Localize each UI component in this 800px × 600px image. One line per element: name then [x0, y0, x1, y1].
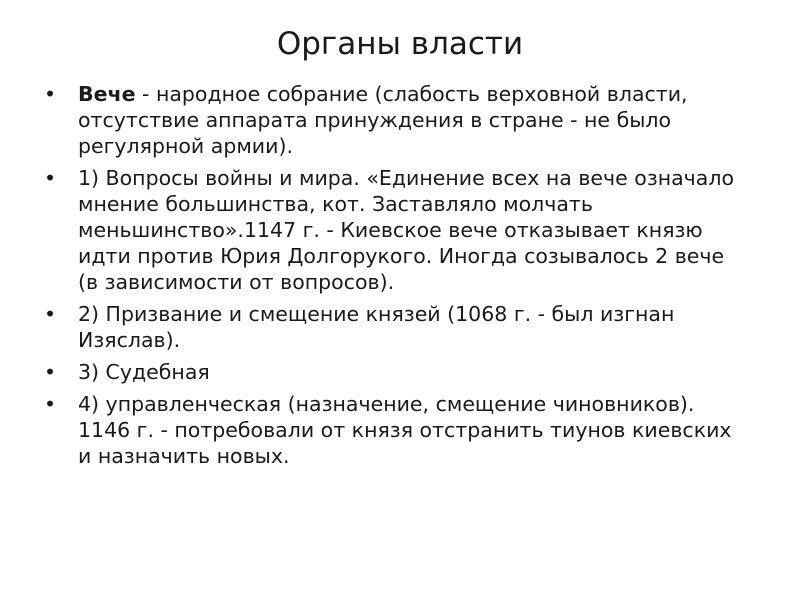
- bullet-icon: •: [44, 302, 57, 326]
- bullet-item-veche: [44, 81, 744, 159]
- bullet-icon: •: [44, 166, 57, 190]
- bullet-list: [44, 81, 744, 475]
- bullet-text: - народное собрание (слабость верховной власти, отсутствие аппарата принуждения в стране - не было регулярной армии).: [78, 82, 688, 158]
- bullet-item-war-and-peace: [44, 165, 744, 295]
- slide-title: Органы власти: [276, 26, 524, 62]
- bullet-lead-term: Вече: [78, 82, 136, 106]
- bullet-icon: •: [44, 82, 57, 106]
- bullet-item-administrative: [44, 391, 744, 469]
- bullet-text: 1) Вопросы войны и мира. «Единение всех на вече означало мнение большинства, кот. Заставляло молчать меньшинство».1147 г. - Киевское вече отказывает князю идти против Юрия Долгорукого. Иногда созывалось 2 вече (в зависимости от вопросов).: [78, 166, 734, 294]
- bullet-icon: •: [44, 360, 57, 384]
- bullet-text: 4) управленческая (назначение, смещение чиновников). 1146 г. - потребовали от князя отстранить тиунов киевских и назначить новых.: [78, 392, 732, 468]
- bullet-text: 3) Судебная: [78, 360, 210, 384]
- bullet-icon: •: [44, 392, 57, 416]
- bullet-text: 2) Призвание и смещение князей (1068 г. - был изгнан Изяслав).: [78, 302, 675, 352]
- bullet-item-judicial: [44, 359, 744, 385]
- bullet-item-princes: [44, 301, 744, 353]
